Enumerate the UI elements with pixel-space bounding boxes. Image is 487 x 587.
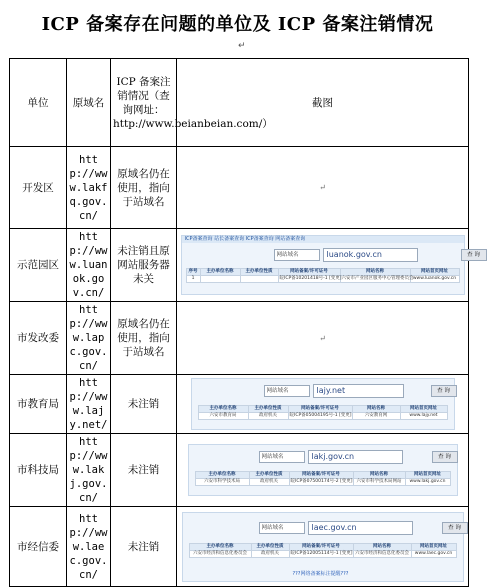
result-header: 网站首页网址 [410, 269, 459, 276]
query-button: 查 询 [461, 249, 487, 261]
row-screenshot [177, 507, 469, 587]
page-title: ICP 备案存在问题的单位及 ICP 备案注销情况 [41, 14, 434, 35]
row-domain: http://www.laec.gov.cn/ [67, 507, 111, 587]
result-header: 网站备案/许可证号 [288, 406, 352, 413]
screenshot-search-bar [259, 521, 468, 535]
result-cell-license: 皖ICP备10201418号-1 [变更] [279, 276, 342, 281]
icp-query-screenshot-laec [182, 512, 464, 582]
result-cell-license: 皖ICP备07500174号-2 [变更] [290, 479, 353, 484]
row-screenshot-empty [177, 302, 469, 375]
result-header: 主办单位名称 [195, 472, 249, 479]
icp-query-screenshot-luanok [181, 235, 480, 295]
row-status: 原域名仍在使用，指向于站域名 [111, 147, 177, 229]
screenshot-result-table [186, 268, 460, 283]
result-header: 网站备案/许可证号 [289, 472, 353, 479]
header-unit: 单位 [10, 59, 67, 147]
row-status: 未注销 [111, 375, 177, 434]
icp-query-screenshot-lajy [191, 378, 455, 430]
row-unit: 市发改委 [10, 302, 67, 375]
result-header-row [189, 543, 456, 550]
result-header: 主办单位性质 [249, 472, 289, 479]
row-domain: http://www.luanok.gov.cn/ [67, 229, 111, 302]
table-row [10, 147, 469, 229]
domain-input: lajy.net [313, 384, 404, 398]
screenshot-result-table [195, 471, 451, 486]
result-header: 网站名称 [340, 269, 410, 276]
result-row [189, 550, 456, 557]
result-cell-url: www.luanok.gov.cn [410, 276, 459, 283]
result-cell: 六安市教育局 [198, 413, 248, 420]
query-button: 查 询 [432, 451, 458, 463]
row-domain: http://www.lakfq.gov.cn/ [67, 147, 111, 229]
row-unit: 市科技局 [10, 434, 67, 507]
paragraph-mark: ↵ [238, 41, 246, 51]
screenshot-footer-note: ???网络备案标注提醒??? [292, 570, 349, 577]
result-row [186, 276, 459, 283]
row-status: 未注销 [111, 434, 177, 507]
row-unit: 开发区 [10, 147, 67, 229]
result-header: 网站首页网址 [405, 472, 450, 479]
query-button: 查 询 [442, 522, 468, 534]
row-unit: 市教育局 [10, 375, 67, 434]
table-header-row [10, 59, 469, 147]
result-header: 网站备案/许可证号 [278, 269, 340, 276]
result-header-row [195, 472, 450, 479]
result-cell-url: www.lajy.net [400, 413, 447, 420]
header-domain: 原域名 [67, 59, 111, 147]
result-cell: 政府机关 [248, 413, 288, 420]
screenshot-search-bar [259, 450, 458, 464]
icp-table [9, 58, 480, 587]
query-button: 查 询 [431, 385, 457, 397]
result-header: 主办单位性质 [240, 269, 278, 276]
row-domain: http://www.lapc.gov.cn/ [67, 302, 111, 375]
result-header: 主办单位名称 [198, 406, 248, 413]
result-cell [200, 276, 240, 283]
screenshot-result-table [198, 405, 448, 420]
result-row [198, 413, 447, 420]
result-header: 序号 [186, 269, 200, 276]
table-row [10, 229, 469, 302]
result-header: 主办单位名称 [200, 269, 240, 276]
result-header: 网站首页网址 [411, 543, 456, 550]
result-cell-url: www.laec.gov.cn [411, 550, 456, 557]
paragraph-mark: ↵ [319, 333, 326, 343]
row-screenshot [177, 375, 469, 434]
result-cell: 六安市经济和信息化委员会 [355, 550, 409, 556]
table-row [10, 507, 469, 587]
screenshot-result-table [189, 543, 457, 558]
screenshot-search-bar [264, 384, 457, 398]
domain-type-select: 网站域名 [274, 249, 320, 261]
result-cell-url: www.lakj.gov.cn [405, 479, 450, 486]
result-header: 网站首页网址 [400, 406, 447, 413]
result-cell: 六安教育网 [352, 413, 400, 420]
result-cell-license: 皖ICP备12005114号-1 [变更] [290, 550, 353, 556]
table-row [10, 434, 469, 507]
row-screenshot [177, 229, 480, 302]
domain-type-select: 网站域名 [259, 522, 305, 534]
row-screenshot-empty [177, 147, 469, 229]
result-row [195, 479, 450, 486]
result-cell: 政府机关 [251, 550, 289, 557]
result-cell: 政府机关 [249, 479, 289, 486]
result-cell: 六安市经济和信息化委员会 [189, 550, 251, 557]
row-unit: 示范园区 [10, 229, 67, 302]
table-row [10, 302, 469, 375]
result-header-row [186, 269, 459, 276]
domain-type-select: 网站域名 [264, 385, 310, 397]
result-header: 主办单位性质 [248, 406, 288, 413]
result-header: 主办单位名称 [189, 543, 251, 550]
result-header: 网站名称 [353, 543, 411, 550]
header-status: ICP 备案注销情况（查询网址：http://www.beianbeian.com/） [111, 59, 177, 147]
screenshot-search-bar [274, 248, 487, 262]
domain-input: lakj.gov.cn [308, 450, 403, 464]
row-domain: http://www.lakj.gov.cn/ [67, 434, 111, 507]
paragraph-mark: ↵ [319, 183, 326, 192]
result-cell: 六安市科学技术局 [195, 479, 249, 486]
result-cell [240, 276, 278, 283]
row-status: 未注销 [111, 507, 177, 587]
row-status: 未注销且原网站服务器未关 [111, 229, 177, 302]
result-header: 网站名称 [352, 406, 400, 413]
domain-input: laec.gov.cn [308, 521, 413, 535]
header-screenshot: 截图 [177, 59, 469, 147]
result-header: 网站备案/许可证号 [289, 543, 353, 550]
icp-query-screenshot-lakj [188, 444, 458, 496]
result-cell: 六安市产业园区服务中心管理委员会 [341, 276, 414, 281]
row-unit: 市经信委 [10, 507, 67, 587]
screenshot-topbar: ICP备案查询 站长备案查询 ICP备案查询 网站备案查询 [182, 236, 464, 243]
result-header: 网站名称 [353, 472, 405, 479]
result-header: 主办单位性质 [251, 543, 289, 550]
result-cell: 1 [186, 276, 200, 283]
result-header-row [198, 406, 447, 413]
row-domain: http://www.lajy.net/ [67, 375, 111, 434]
table-row [10, 375, 469, 434]
row-status: 原域名仍在使用，指向于站域名 [111, 302, 177, 375]
domain-input: luanok.gov.cn [323, 248, 418, 262]
row-screenshot [177, 434, 469, 507]
result-cell: 六安市科学技术局网站 [353, 479, 405, 486]
domain-type-select: 网站域名 [259, 451, 305, 463]
result-cell-license: 皖ICP备05004195号-1 [变更] [289, 413, 352, 418]
